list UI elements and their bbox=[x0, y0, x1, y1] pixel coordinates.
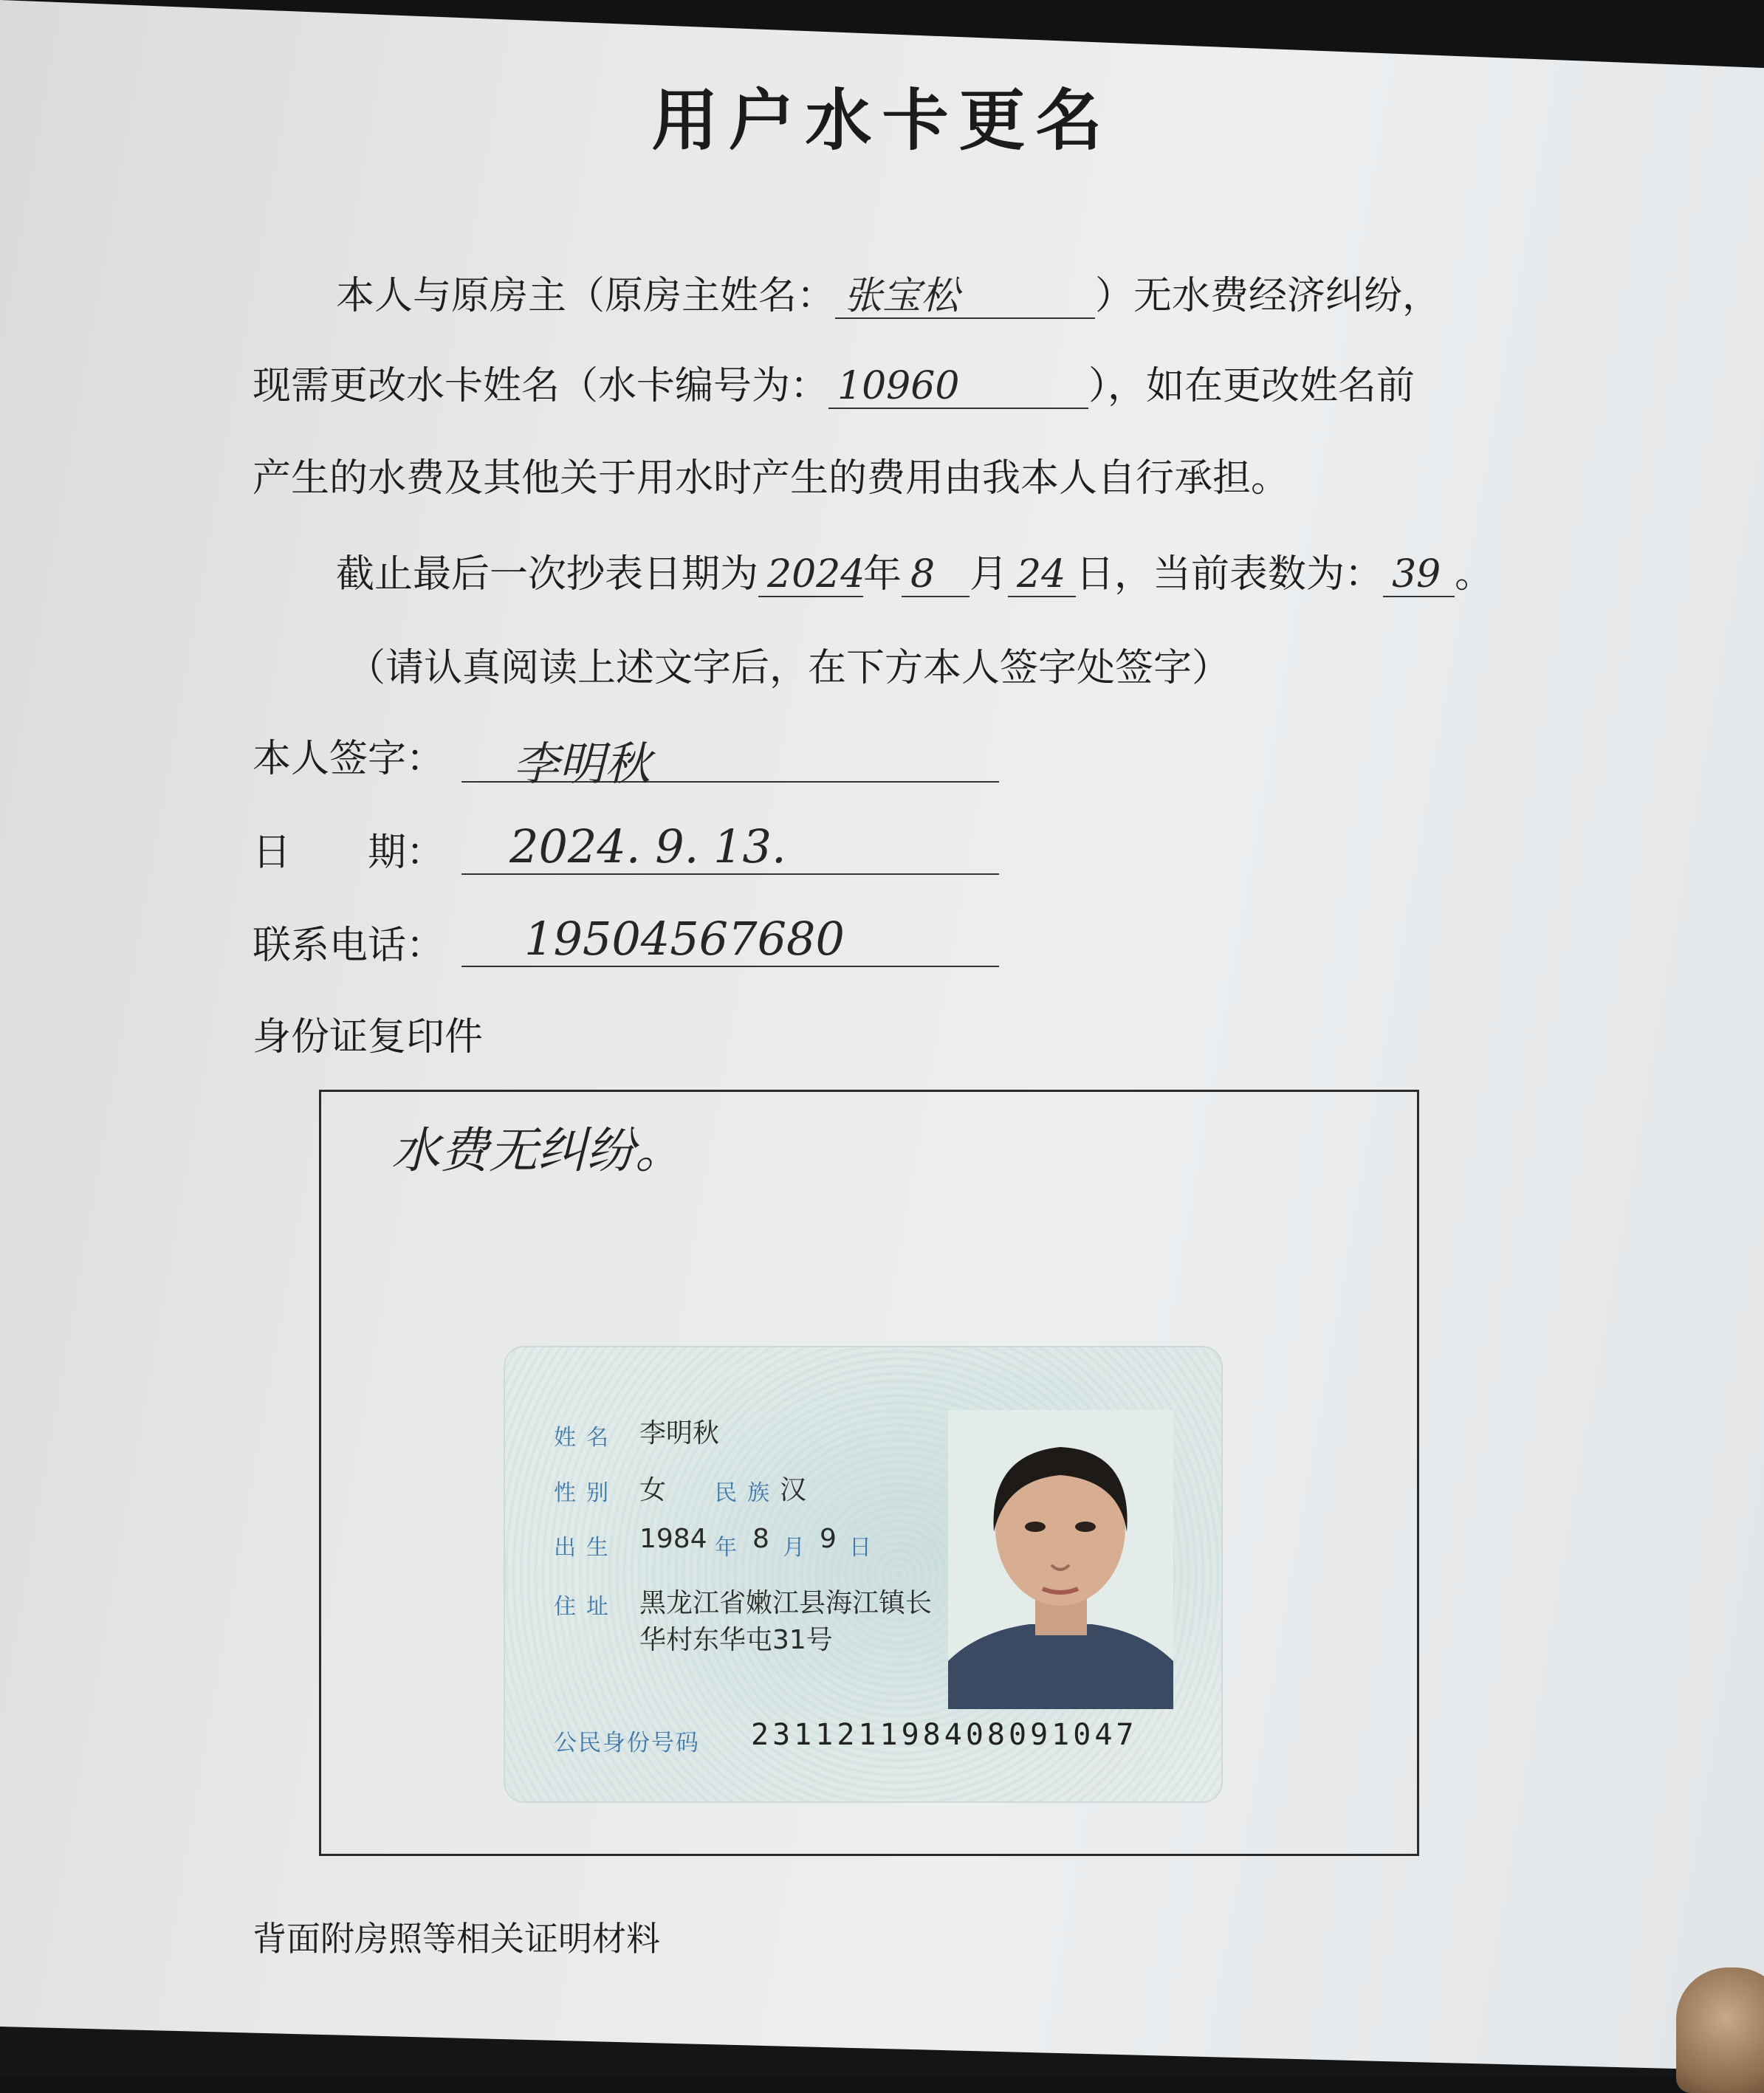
id-birth-day: 9 bbox=[820, 1524, 837, 1554]
paragraph-line-1 bbox=[336, 264, 1441, 320]
id-copy-label: 身份证复印件 bbox=[253, 1015, 484, 1059]
id-name-label: 姓名 bbox=[554, 1425, 619, 1451]
id-ethnicity-label: 民族 bbox=[715, 1480, 780, 1506]
paragraph-text: 日，当前表数为： bbox=[1076, 552, 1384, 597]
footer-note: 背面附房照等相关证明材料 bbox=[253, 1919, 660, 1959]
signature: 李明秋 bbox=[513, 737, 651, 791]
handwritten-note: 水费无纠纷。 bbox=[391, 1122, 684, 1179]
id-address-line1: 黑龙江省嫩江县海江镇长 bbox=[639, 1588, 933, 1618]
signature-label: 本人签字： bbox=[253, 737, 445, 781]
id-month-label: 月 bbox=[783, 1535, 805, 1561]
date-value: 2024. 9. 13. bbox=[509, 819, 786, 873]
id-birth-year: 1984 bbox=[639, 1524, 707, 1554]
thumb bbox=[1676, 1967, 1764, 2093]
paragraph-text: 月 bbox=[969, 552, 1009, 597]
paragraph-line-4 bbox=[336, 543, 1493, 598]
paragraph-text: 。 bbox=[1455, 552, 1494, 597]
paragraph-text: 截止最后一次抄表日期为 bbox=[336, 552, 759, 597]
id-number: 231121198408091047 bbox=[751, 1718, 1138, 1752]
document-title: 用户水卡更名 bbox=[651, 82, 1113, 159]
paragraph-text: 现需更改水卡姓名（水卡编号为： bbox=[253, 364, 829, 408]
id-address-label: 住址 bbox=[554, 1594, 619, 1620]
date-label: 日 期： bbox=[253, 831, 445, 875]
paragraph-text: 年 bbox=[863, 552, 902, 597]
portrait-image bbox=[948, 1410, 1173, 1709]
id-gender-label: 性别 bbox=[554, 1480, 619, 1506]
card-number-field: 10960 bbox=[828, 365, 1088, 409]
read-year-field: 2024 bbox=[758, 554, 863, 597]
paragraph-text: 本人与原房主（原房主姓名： bbox=[336, 274, 836, 318]
id-ethnicity: 汉 bbox=[780, 1475, 807, 1505]
read-day-field: 24 bbox=[1008, 554, 1076, 597]
id-year-label: 年 bbox=[715, 1535, 737, 1561]
id-day-label: 日 bbox=[849, 1535, 871, 1561]
instruction-text: （请认真阅读上述文字后，在下方本人签字处签字） bbox=[347, 646, 1231, 690]
phone-label: 联系电话： bbox=[253, 924, 445, 968]
id-portrait-photo bbox=[948, 1410, 1173, 1709]
meter-reading-field: 39 bbox=[1383, 554, 1455, 597]
original-owner-field: 张宝松 bbox=[835, 275, 1095, 319]
paragraph-text: ），如在更改姓名前 bbox=[1088, 364, 1415, 408]
paragraph-text: ）无水费经济纠纷， bbox=[1095, 274, 1441, 318]
paragraph-line-2 bbox=[253, 354, 1415, 410]
id-address-line2: 华村东华屯31号 bbox=[639, 1625, 833, 1655]
id-name: 李明秋 bbox=[639, 1418, 720, 1448]
paragraph-line-3: 产生的水费及其他关于用水时产生的费用由我本人自行承担。 bbox=[253, 456, 1290, 501]
id-birth-label: 出生 bbox=[554, 1535, 619, 1561]
id-card-copy bbox=[505, 1347, 1221, 1801]
phone-value: 19504567680 bbox=[524, 912, 845, 966]
read-month-field: 8 bbox=[902, 554, 969, 597]
id-number-label: 公民身份号码 bbox=[554, 1730, 700, 1756]
id-birth-month: 8 bbox=[752, 1524, 769, 1554]
id-gender: 女 bbox=[639, 1475, 667, 1505]
